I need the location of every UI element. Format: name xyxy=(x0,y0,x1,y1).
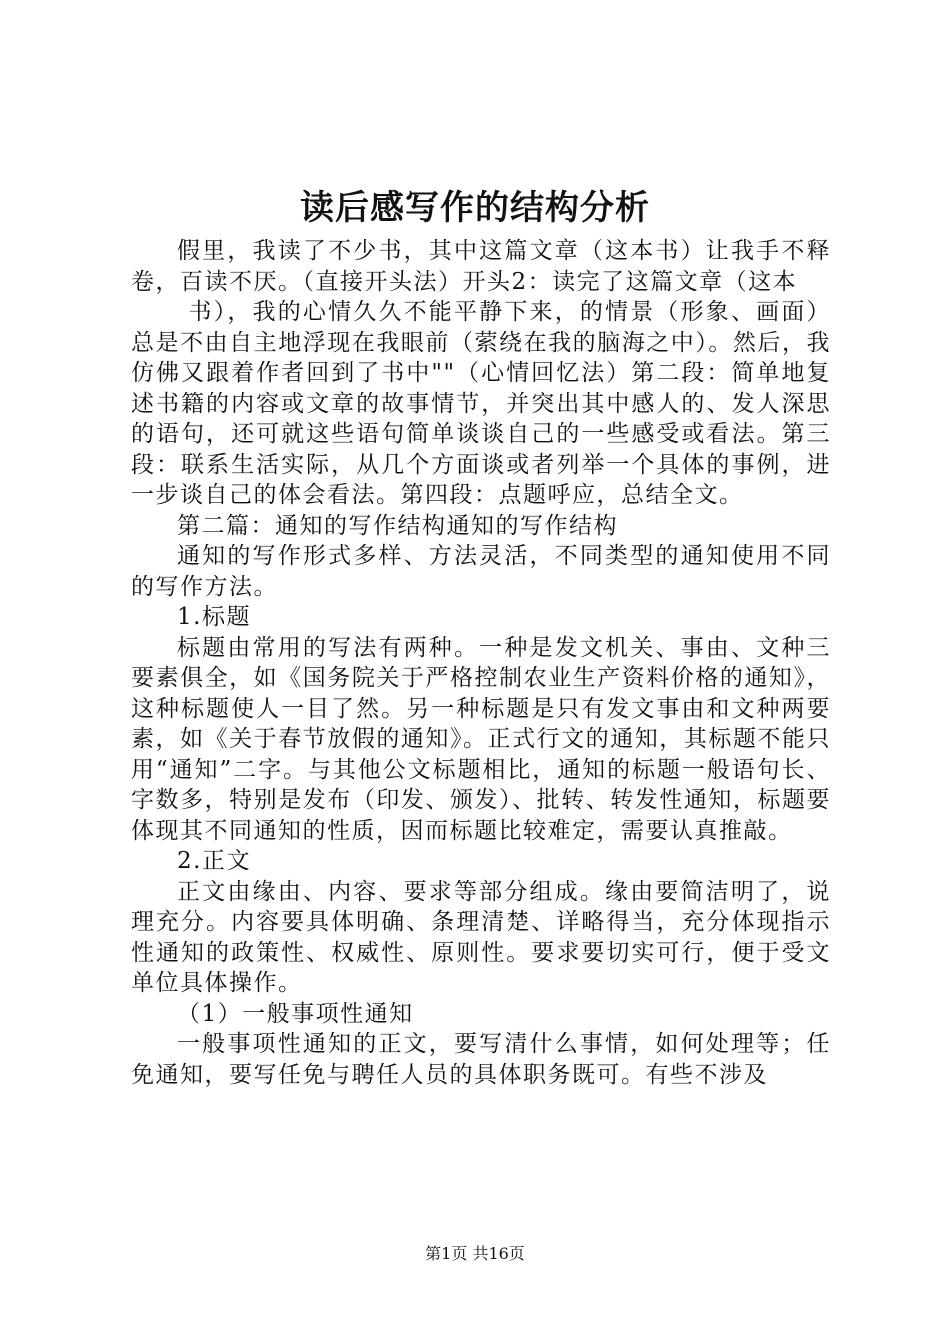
page-footer: 第1页 共16页 xyxy=(425,1244,525,1263)
paragraph-5: 标题由常用的写法有两种。一种是发文机关、事由、文种三要素俱全，如《国务院关于严格控制农业生产资料价格的通知》，这种标题使人一目了然。另一种标题是只有发文事由和文种两要素，如《关于春节放假的通知》。正式行文的通知，其标题不能只用“通知”二字。与其他公文标题相比，通知的标题一般语句长、字数多，特别是发布（印发、颁发）、批转、转发性通知，标题要体现其不同通知的性质，因而标题比较难定，需要认真推敲。 xyxy=(131,634,831,844)
paragraph-7: 一般事项性通知的正文，要写清什么事情，如何处理等；任免通知，要写任免与聘任人员的具体职务既可。有些不涉及 xyxy=(131,1031,831,1088)
paragraph-4: 通知的写作形式多样、方法灵活，不同类型的通知使用不同的写作方法。 xyxy=(131,543,831,600)
paragraph-1: 假里，我读了不少书，其中这篇文章（这本书）让我手不释卷，百读不厌。（直接开头法）开头2：读完了这篇文章（这本 xyxy=(131,238,831,295)
section-heading-body: 2.正文 xyxy=(177,848,251,874)
subsection-heading: （1）一般事项性通知 xyxy=(177,1000,414,1027)
paragraph-3: 第二篇：通知的写作结构通知的写作结构 xyxy=(177,512,618,539)
paragraph-2: 书），我的心情久久不能平静下来，的情景（形象、画面）总是不由自主地浮现在我眼前（萦绕在我的脑海之中）。然后，我仿佛又跟着作者回到了书中""（心情回忆法）第二段：简单地复述书籍的内容或文章的故事情节，并突出其中感人的、发人深思的语句，还可就这些语句简单谈谈自己的一些感受或看法。第三段：联系生活实际，从几个方面谈或者列举一个具体的事例，进一步谈自己的体会看法。第四段：点题呼应，总结全文。 xyxy=(131,299,831,508)
paragraph-6: 正文由缘由、内容、要求等部分组成。缘由要简洁明了，说理充分。内容要具体明确、条理清楚、详略得当，充分体现指示性通知的政策性、权威性、原则性。要求要切实可行，便于受文单位具体操作。 xyxy=(131,878,831,996)
document-title: 读后感写作的结构分析 xyxy=(300,188,650,228)
section-heading-title: 1.标题 xyxy=(177,604,251,630)
document-body xyxy=(131,236,831,1090)
